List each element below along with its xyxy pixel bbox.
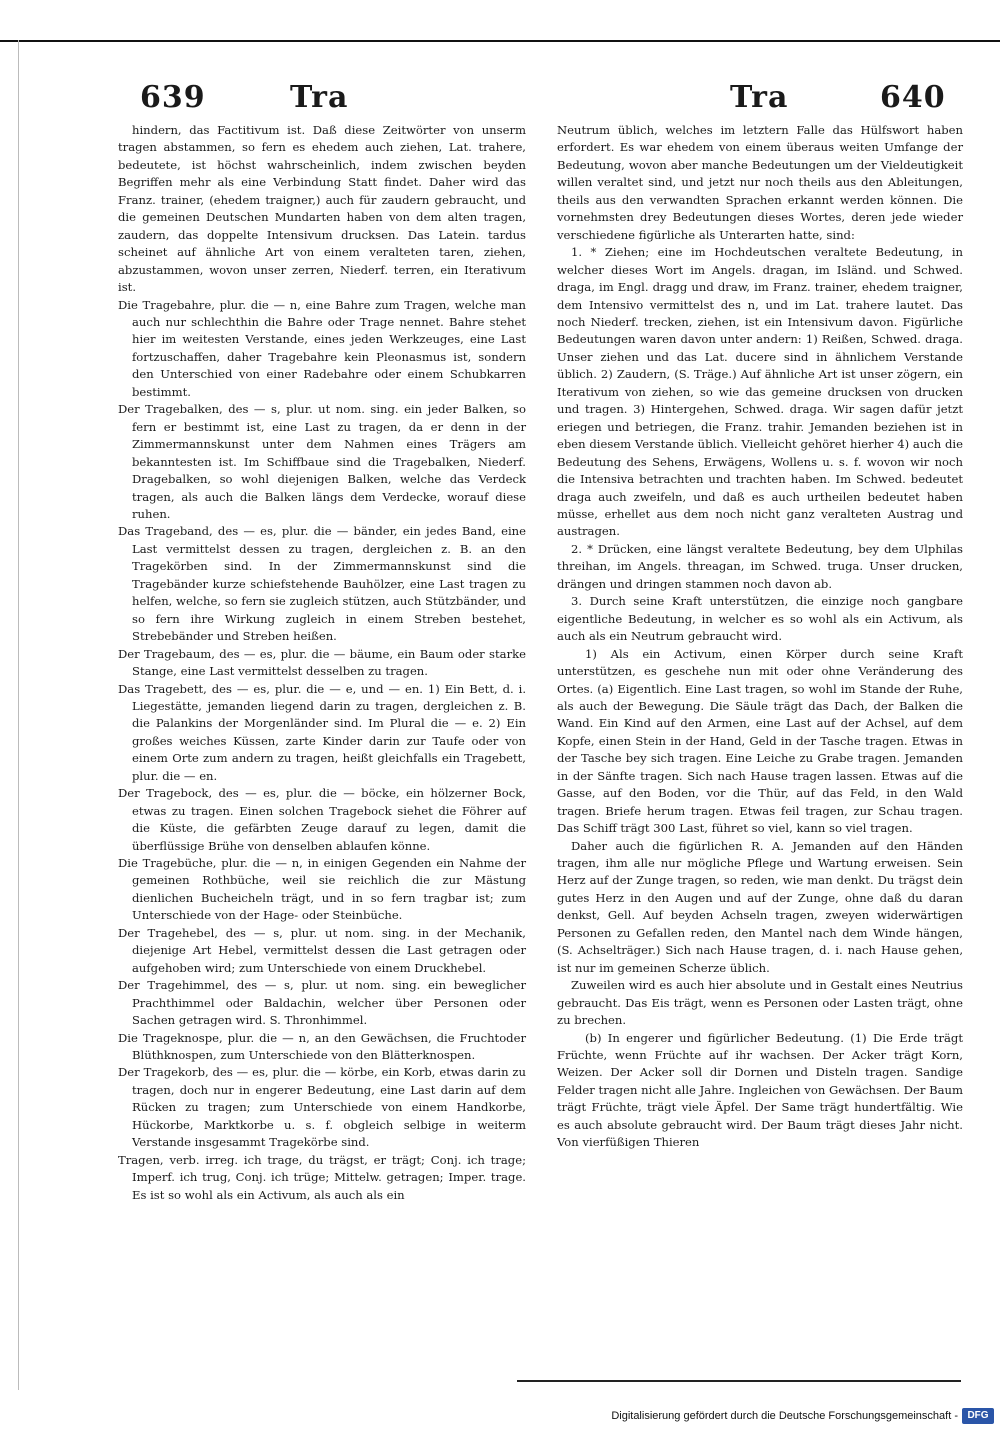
dictionary-entry: Der Tragekorb, des — es, plur. die — körbe, ein Korb, etwas darin zu tragen, doch nur in engerer Bedeutung, eine Last darin auf dem Rücken zu tragen; zum Unterschiede von einem Handkorbe, Hückorbe, Marktkorbe u. s. f. obgleich selbige in weiterm Verstande insgesammt Tragekörbe sind. — [118, 1065, 526, 1150]
left-column — [118, 122, 526, 1204]
sense-paragraph: Daher auch die figürlichen R. A. Jemanden auf den Händen tragen, ihm alle nur mögliche Pflege und Wartung erweisen. Sein Herz auf der Zunge tragen, so reden, wie man denkt. Du trägst dein gutes Herz in den Augen und auf der Zunge, ohne daß du daran denkst, Gell. Auf beyden Achseln tragen, zweyen widerwärtigen Personen zu Gefallen reden, den Mantel nach dem Winde hängen, (S. Achselträger.) Sich nach Hause tragen, d. i. nach Hause gehen, ist nur im gemeinen Scherze üblich. — [557, 838, 963, 975]
right-column — [557, 122, 963, 1152]
sense-paragraph: (b) In engerer und figürlicher Bedeutung. (1) Die Erde trägt Früchte, wenn Früchte auf ihr wachsen. Der Acker trägt Korn, Weizen. Der Acker soll dir Dornen und Disteln tragen. Sandige Felder tragen nicht alle Jahre. Ingleichen von Gewächsen. Der Baum trägt Früchte, trägt viele Äpfel. Der Same trägt hundertfältig. Wie es auch absolute gebraucht wird. Der Baum trägt dieses Jahr nicht. Von vierfüßigen Thieren — [557, 1030, 963, 1150]
dictionary-entry: Die Trageknospe, plur. die — n, an den Gewächsen, die Fruchtoder Blüthknospen, zum Unterschiede von den Blätterknospen. — [118, 1030, 526, 1063]
page-top-edge — [0, 40, 1000, 42]
funding-note: Digitalisierung gefördert durch die Deutsche Forschungsgemeinschaft - — [611, 1410, 958, 1422]
running-headword-left: Tra — [290, 80, 349, 115]
sense-paragraph: 2. * Drücken, eine längst veraltete Bedeutung, bey dem Ulphilas threihan, im Angels. threagan, im Schwed. truga. Unser drucken, drängen und dringen stammen noch davon ab. — [557, 541, 963, 591]
sense-paragraph: Zuweilen wird es auch hier absolute und in Gestalt eines Neutrius gebraucht. Das Eis trägt, wenn es Personen oder Lasten trägt, ohne zu brechen. — [557, 978, 963, 1028]
running-headword-right: Tra — [730, 80, 789, 115]
dictionary-entry: Der Tragehebel, des — s, plur. ut nom. sing. in der Mechanik, diejenige Art Hebel, vermittelst dessen die Last getragen oder aufgehoben wird; zum Unterschiede von einem Druckhebel. — [118, 925, 526, 975]
sense-paragraph: 3. Durch seine Kraft unterstützen, die einzige noch gangbare eigentliche Bedeutung, in welcher es so wohl als ein Activum, als auch als ein Neutrum gebraucht wird. — [557, 594, 963, 644]
dictionary-entry: Die Tragebahre, plur. die — n, eine Bahre zum Tragen, welche man auch nur schlechthin die Bahre oder Trage nennet. Bahre stehet hier im weitesten Verstande, eines jeden Werkzeuges, eine Last fortzuschaffen, daher Tragebahre kein Pleonasmus ist, sondern den Unterschied von einer Radebahre oder einem Schubkarren bestimmt. — [118, 297, 526, 399]
sense-paragraph: 1) Als ein Activum, einen Körper durch seine Kraft unterstützen, es geschehe nun mit oder ohne Veränderung des Ortes. (a) Eigentlich. Eine Last tragen, so wohl im Stande der Ruhe, als auch der Bewegung. Die Säule trägt das Dach, der Balken die Wand. Ein Kind auf den Armen, eine Last auf der Achsel, auf dem Kopfe, einen Stein in der Hand, Geld in der Tasche tragen. Etwas in der Tasche bey sich tragen. Eine Leiche zu Grabe tragen. Jemanden in der Sänfte tragen. Sich nach Hause tragen lassen. Etwas auf die Gasse, auf den Boden, vor die Thür, auf das Feld, in den Wald tragen. Briefe herum tragen. Etwas feil tragen, zur Schau tragen. Das Schiff trägt 300 Last, führet so viel, kann so viel tragen. — [557, 646, 963, 836]
dictionary-entry: Der Tragebock, des — es, plur. die — böcke, ein hölzerner Bock, etwas zu tragen. Einen solchen Tragebock siehet die Föhrer auf die Küste, die gefärbten Zeuge darauf zu legen, damit die überflüssige Brühe von denselben ablaufen könne. — [118, 786, 526, 853]
digitization-footer — [0, 1408, 1000, 1432]
page-number-left: 639 — [140, 80, 206, 115]
sense-paragraph: 1. * Ziehen; eine im Hochdeutschen veraltete Bedeutung, in welcher dieses Wort im Angels. dragan, im Isländ. und Schwed. draga, im Engl. dragg und draw, im Franz. trainer, ehedem traigner, dem Intensivo vermittelst des n, und im Lat. trahere lautet. Das noch Niederf. trecken, ziehen, ist ein Intensivum davon. Figürliche Bedeutungen waren davon unter andern: 1) Reißen, Schwed. draga. Unser ziehen und das Lat. ducere sind in ähnlichem Verstande üblich. 2) Zaudern, (S. Träge.) Auf ähnliche Art ist unser zögern, ein Iterativum von ziehen, so wie das gemeine drucksen von drucken und tragen. 3) Hintergehen, Schwed. draga. Wir sagen dafür jetzt eriegen und betriegen, die Franz. trahir. Jemanden beziehen ist in eben diesem Verstande üblich. Vielleicht gehöret hierher 4) auch die Bedeutung des Sehens, Erwägens, Wollens u. s. f. wovon wir noch die Intensiva betrachten und trachten haben. Im Schwed. bedeutet draga auch zweifeln, und daß es auch urtheilen bedeutet haben müsse, erhellet aus dem noch nicht ganz veralteten Austrag und austragen. — [557, 245, 963, 539]
dictionary-entry: Das Tragebett, des — es, plur. die — e, und — en. 1) Ein Bett, d. i. Liegestätte, jemanden liegend darin zu tragen, dergleichen z. B. die Palankins der Morgenländer sind. Im Plural die — e. 2) Ein großes weiches Küssen, zarte Kinder darin zur Taufe oder von einem Orte zum andern zu tragen, heißt gleichfalls ein Tragebett, plur. die — en. — [118, 681, 526, 783]
dictionary-entry: Die Tragebüche, plur. die — n, in einigen Gegenden ein Nahme der gemeinen Rothbüche, weil sie reichlich die zur Mästung dienlichen Bucheicheln trägt, und in so fern tragbar ist; zum Unterschiede von der Hage- oder Steinbüche. — [118, 856, 526, 923]
dictionary-entry: Tragen, verb. irreg. ich trage, du trägst, er trägt; Conj. ich trage; Imperf. ich trug, Conj. ich trüge; Mittelw. getragen; Imper. trage. Es ist so wohl als ein Activum, als auch als ein — [118, 1152, 526, 1202]
dictionary-entry: Der Tragebaum, des — es, plur. die — bäume, ein Baum oder starke Stange, eine Last vermittelst desselben zu tragen. — [118, 646, 526, 679]
continuation-paragraph: Neutrum üblich, welches im letztern Falle das Hülfswort haben erfordert. Es war ehedem von einem überaus weiten Umfange der Bedeutung, wovon aber manche Bedeutungen um der Vieldeutigkeit willen veraltet sind, und jetzt nur noch theils aus den Ableitungen, theils aus den verwandten Sprachen erkannt werden können. Die vornehmsten drey Bedeutungen dieses Wortes, deren jede wieder verschiedene figürliche als Unterarten hatte, sind: — [557, 123, 963, 242]
page-left-edge — [18, 40, 19, 1390]
dictionary-entry: Der Tragebalken, des — s, plur. ut nom. sing. ein jeder Balken, so fern er bestimmt ist, eine Last zu tragen, da er denn in der Zimmermannskunst unter dem Nahmen eines Trägers am bekanntesten ist. Im Schiffbaue sind die Tragebalken, Niederf. Dragebalken, so wohl diejenigen Balken, welche das Verdeck tragen, als auch die Balken längs dem Verdecke, worauf diese ruhen. — [118, 402, 526, 521]
column-end-rule — [517, 1380, 961, 1382]
dictionary-entry: Das Trageband, des — es, plur. die — bänder, ein jedes Band, eine Last vermittelst dessen zu tragen, dergleichen z. B. an den Tragekörben sind. In der Zimmermannskunst sind die Tragebänder kurze schiefstehende Bauhölzer, eine Last tragen zu helfen, welche, so fern sie zugleich stützen, auch Stützbänder, und so fern ihre Wirkung zugleich in einem Streben bestehet, Strebebänder und Streben heißen. — [118, 524, 526, 644]
continuation-paragraph: hindern, das Factitivum ist. Daß diese Zeitwörter von unserm tragen abstammen, so fern es ehedem auch ziehen, Lat. trahere, bedeutete, ist höchst wahrscheinlich, indem zwischen beyden Begriffen mehr als eine Verbindung Statt findet. Daher wird das Franz. trainer, (ehedem traigner,) auch für zaudern gebraucht, und die gemeinen Deutschen Mundarten haben von dem alten tragen, zaudern, das doppelte Intensivum drucksen. Das Latein. tardus scheinet auf ähnliche Art von einem veralteten taren, ziehen, abzustammen, wovon unser zerren, Niederf. terren, ein Iterativum ist. — [118, 123, 526, 295]
page-number-right: 640 — [880, 80, 946, 115]
dictionary-entry: Der Tragehimmel, des — s, plur. ut nom. sing. ein beweglicher Prachthimmel oder Baldachin, welcher über Personen oder Sachen getragen wird. S. Thronhimmel. — [118, 978, 526, 1028]
dfg-logo: DFG — [962, 1408, 994, 1424]
